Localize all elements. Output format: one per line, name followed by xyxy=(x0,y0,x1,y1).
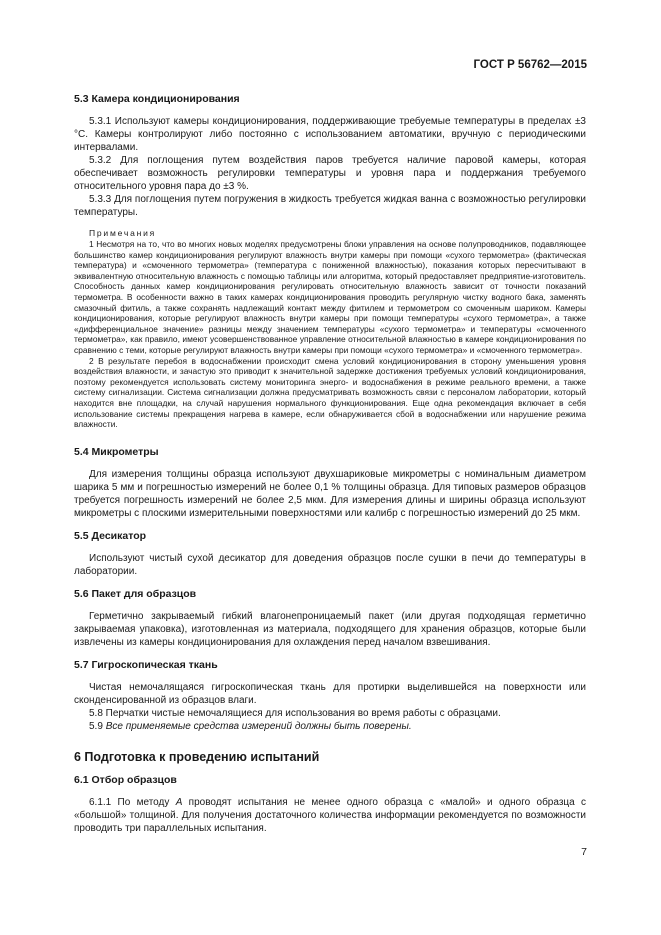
paragraph-5-9-number: 5.9 xyxy=(89,720,103,732)
section-title-5-6: 5.6 Пакет для образцов xyxy=(74,587,197,600)
paragraph-5-3-1: 5.3.1 Используют камеры кондиционирования, поддерживающие требуемые температуры в пределах ±3 °С. Камеры контролируют либо постоянно с использованием автоматики, вручную с периодическими интервалами. xyxy=(74,116,586,153)
notes-title: Примечания xyxy=(89,228,157,238)
document-code: ГОСТ Р 56762—2015 xyxy=(473,59,587,71)
paragraph-5-8: 5.8 Перчатки чистые немочалящиеся для использования во время работы с образцами. xyxy=(89,707,501,719)
section-title-5-3: 5.3 Камера кондиционирования xyxy=(74,93,240,105)
paragraph-5-4: Для измерения толщины образца используют двухшариковые микрометры с номинальным диаметром шарика 5 мм и погрешностью измерений не более 0,1 % толщины образца. Для типовых размеров образцов требуется погрешность измерений не более 2,5 мкм. Для измерения длины и ширины образца используют микрометры с плоскими измерительными поверхностями или калибр с погрешностью измерений до 25 мкм. xyxy=(74,468,586,519)
note-1: 1 Несмотря на то, что во многих новых моделях предусмотрены блоки управления на основе полупроводников, подавляющее большинство камер кондиционирования регулируют влажность внутри камеры при помощи «сухого термометра» (фактическая температура) и «смоченного термометра» (температура с пониженной влажностью), показания которых пересчитывают в эквивалентную относительную влажность с помощью таблицы или алгоритма, который предоставляет предприятие-изготовитель. Способность данных камер кондиционирования регулировать относительную влажность зависит от точности показаний термометра. В особенности важно в таких камерах кондиционирования проводить регулярную чистку водного бака, заменять смазочный фитиль, а также сохранять надлежащий контакт между фитилем и термометром со смоченным шариком. Камеры кондиционирования, которые регулируют влажность внутри камеры при помощи температуры «сухого термометра», а также «дифференциальное значение» разницы между значением температуры «сухого термометра» и температуры «смоченного термометра», как правило, имеют усовершенствованное управление относительной влажностью в камере кондиционирования по сравнению с теми, которые регулируют влажность внутри камеры при помощи «сухого термометра» и «смоченного термометра». xyxy=(74,239,586,355)
paragraph-5-7: Чистая немочалящаяся гигроскопическая ткань для протирки выделившейся на поверхности или сконденсированной из образцов влаги. xyxy=(74,681,586,706)
section-title-5-7: 5.7 Гигроскопическая ткань xyxy=(74,658,218,671)
method-letter: А xyxy=(175,796,183,808)
paragraph-6-1-1-start: 6.1.1 По методу xyxy=(89,796,170,808)
paragraph-5-5: Используют чистый сухой десикатор для доведения образцов после сушки в печи до температуры в лаборатории. xyxy=(74,552,586,577)
section-title-5-5: 5.5 Десикатор xyxy=(74,529,147,542)
page-number: 7 xyxy=(581,846,587,858)
paragraph-5-3-2: 5.3.2 Для поглощения путем воздействия паров требуется наличие паровой камеры, которая обеспечивает возможность регулировки температуры и уровня пара и поддержания требуемого относительного уровня пара до ±3 %. xyxy=(74,155,586,192)
page-content xyxy=(74,93,586,835)
paragraph-5-6: Герметично закрываемый гибкий влагонепроницаемый пакет (или другая подходящая герметично закрываемая упаковка), изготовленная из материала, подходящего для хранения образцов, которые были извлечены из камеры кондиционирования для охлаждения перед началом взвешивания. xyxy=(74,610,586,648)
section-title-6-1: 6.1 Отбор образцов xyxy=(74,773,177,786)
paragraph-5-9 xyxy=(74,720,586,733)
paragraph-6-1-1 xyxy=(74,796,586,835)
note-2: 2 В результате перебоя в водоснабжении происходит смена условий кондиционирования в сторону уменьшения уровня воздействия влажности, и зачастую это приводит к значительной задержке достижения требуемых условий кондиционирования, поэтому рекомендуется использовать систему мониторинга энерго- и водоснабжения в режиме реального времени, а также систему сигнализации. Система сигнализации должна предусматривать возможность связи с персоналом лаборатории, который находится вне площадки, на случай нарушения нормального функционирования. Еще одна рекомендация включает в себя использование системы прекращения нагрева в камере, если обнаруживается сбой в водоснабжении или нарушение режима влажности. xyxy=(74,355,586,430)
paragraph-5-9-text: Все применяемые средства измерений должны быть поверены. xyxy=(105,720,412,732)
section-title-5-4: 5.4 Микрометры xyxy=(74,445,159,458)
paragraph-6-1-1-end: проводят испытания не менее одного образца с «малой» и одного образца с «большой» толщиной. Для получения достаточного количества информации рекомендуется по возможности проводить три параллельных испытания. xyxy=(74,796,587,834)
paragraph-5-3-3: 5.3.3 Для поглощения путем погружения в жидкость требуется жидкая ванна с возможностью регулировки температуры. xyxy=(74,194,586,218)
chapter-title-6: 6 Подготовка к проведению испытаний xyxy=(74,749,320,764)
